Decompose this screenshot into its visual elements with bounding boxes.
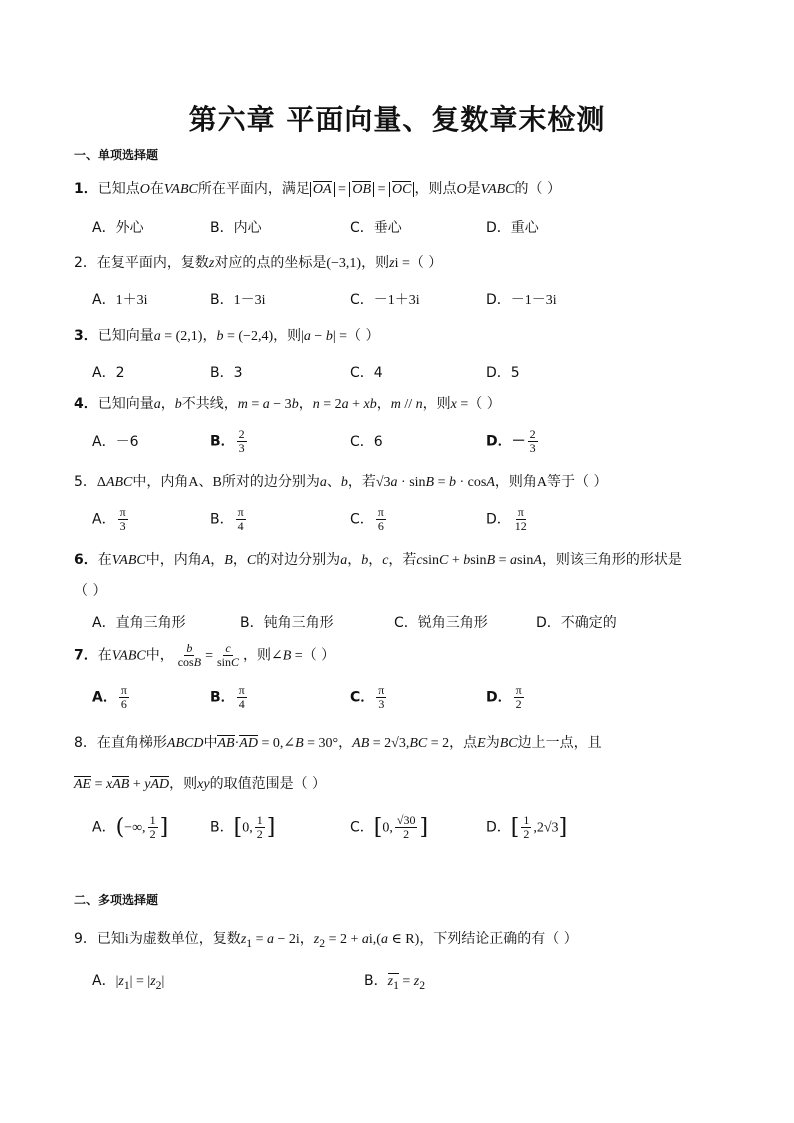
- option-c: C．6: [350, 434, 383, 450]
- option-a: A．外心: [92, 220, 144, 236]
- option-a: A．1＋3i: [92, 292, 148, 308]
- option-a: A．$|z_1| = |z_2|$: [92, 973, 165, 992]
- option-a: A．2: [92, 365, 125, 381]
- option-b: B．[0, $\frac{1}{2}$ ]: [210, 813, 276, 841]
- question-6: 6．在VABC中，内角A，B，C的对边分别为a，b，c，若csinC + bsinB = asinA，则该三角形的形状是: [74, 552, 682, 568]
- option-b: B．钝角三角形: [240, 615, 334, 631]
- option-c: C．锐角三角形: [394, 615, 488, 631]
- question-7: 7．在VABC中， $\frac{b}{\cos B}$ = $\frac{c}{\sin C}$ ，则∠B =（ ）: [74, 641, 336, 669]
- question-8: 8．在直角梯形ABCD中AB·AD = 0,∠B = 30°，AB = 2√3,BC = 2，点E为BC边上一点，且: [74, 735, 602, 751]
- question-4: 4．已知向量a，b不共线，m = a − 3b，n = 2a + xb，m // n，则x =（ ）: [74, 396, 501, 412]
- page-title: 第六章 平面向量、复数章末检测: [188, 103, 606, 136]
- option-a: A．－6: [92, 434, 139, 450]
- option-d: D． $\frac{\pi}{12}$: [486, 505, 527, 533]
- option-d: D． $\frac{\pi}{2}$: [486, 683, 522, 711]
- question-5: 5．ΔABC中，内角A、B所对的边分别为a、b，若√3a · sinB = b · cosA，则角A等于（ ）: [74, 474, 608, 490]
- question-9: 9．已知i为虚数单位，复数$z_1 = a - 2i$，$z_2 = 2 + ai,(a$ ∈ R)，下列结论正确的有（ ）: [74, 931, 578, 950]
- option-b: B． $\frac{\pi}{4}$: [210, 505, 244, 533]
- option-a: A． $\frac{\pi}{3}$: [92, 505, 126, 533]
- option-c: C． $\frac{\pi}{6}$: [350, 505, 384, 533]
- option-d: D．－1－3i: [486, 292, 557, 308]
- option-d: D．不确定的: [536, 615, 617, 631]
- option-b: B． $\frac{2}{3}$: [210, 427, 245, 455]
- option-d: D．－ $\frac{2}{3}$: [486, 427, 536, 455]
- option-c: C． $\frac{\pi}{3}$: [350, 683, 385, 711]
- question-1: 1．已知点O在VABC所在平面内，满足 OA = OB = OC ，则点O是VABC的（ ）: [74, 181, 561, 197]
- option-c: C．－1＋3i: [350, 292, 420, 308]
- option-c: C．垂心: [350, 220, 402, 236]
- option-c: C．4: [350, 365, 383, 381]
- option-d: D．5: [486, 365, 520, 381]
- question-2: 2．在复平面内，复数z对应的点的坐标是(−3,1)，则zi =（ ）: [74, 255, 443, 271]
- section-heading-single-choice: 一、单项选择题: [74, 148, 159, 162]
- question-6-continuation: （ ）: [74, 583, 107, 599]
- option-b: B． $\frac{\pi}{4}$: [210, 683, 245, 711]
- section-heading-multi-choice: 二、多项选择题: [74, 893, 159, 907]
- option-b: B．内心: [210, 220, 262, 236]
- option-b: B．3: [210, 365, 243, 381]
- option-c: C．[0, $\frac{√30}{2}$ ]: [350, 813, 429, 841]
- option-a: A． $\frac{\pi}{6}$: [92, 683, 127, 711]
- option-a: A．(−∞, $\frac{1}{2}$ ]: [92, 813, 169, 841]
- option-d: D．[ $\frac{1}{2}$ ,2√3]: [486, 813, 568, 841]
- question-3: 3．已知向量a = (2,1)，b = (−2,4)，则|a − b| =（ ）: [74, 328, 380, 344]
- option-a: A．直角三角形: [92, 615, 186, 631]
- option-d: D．重心: [486, 220, 539, 236]
- question-8-line-2: AE = xAB + yAD，则xy的取值范围是（ ）: [74, 776, 327, 792]
- option-b: B．1－3i: [210, 292, 266, 308]
- option-b: B．$z_1 = z_2$: [364, 973, 426, 992]
